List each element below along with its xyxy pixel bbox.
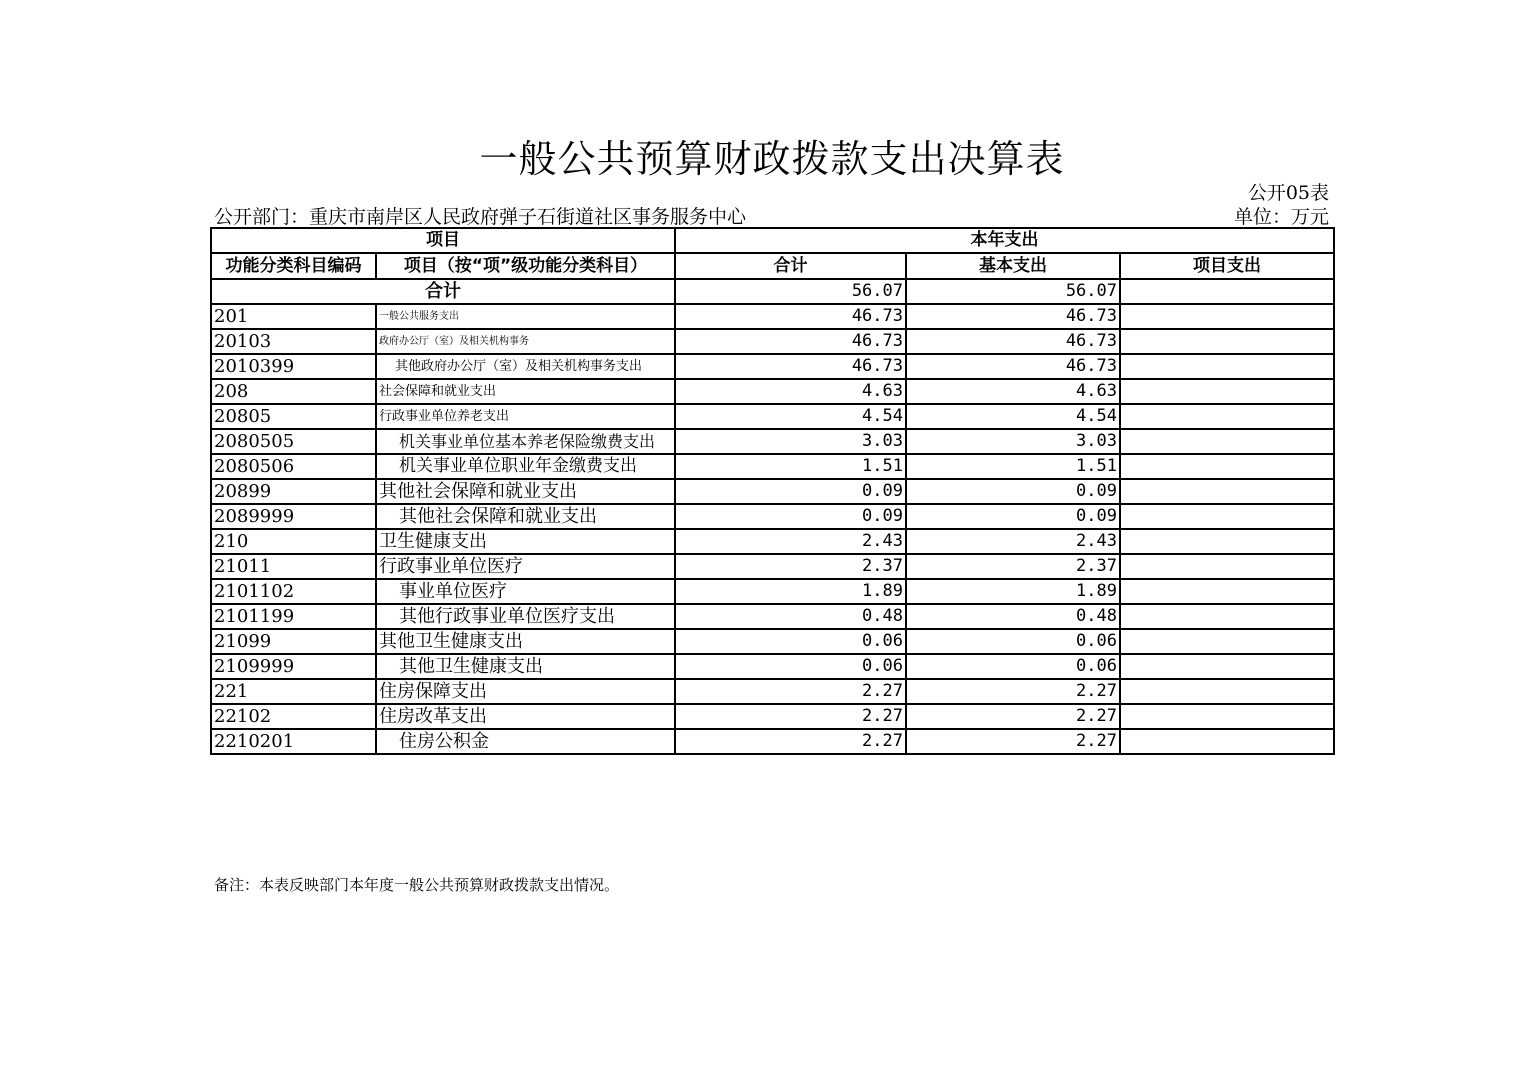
total-row: [211, 279, 1334, 304]
row-name: 机关事业单位职业年金缴费支出: [376, 454, 675, 479]
row-project: [1120, 654, 1334, 679]
row-project: [1120, 354, 1334, 379]
table-row: [211, 454, 1334, 479]
row-basic: 4.54: [906, 404, 1120, 429]
row-basic: 4.63: [906, 379, 1120, 404]
row-name: 一般公共服务支出: [376, 304, 675, 329]
total-label: 合计: [211, 279, 675, 304]
row-name: 事业单位医疗: [376, 579, 675, 604]
row-name: 其他卫生健康支出: [376, 654, 675, 679]
row-basic: 2.43: [906, 529, 1120, 554]
row-project: [1120, 629, 1334, 654]
row-code: 22102: [211, 704, 376, 729]
row-code: 20805: [211, 404, 376, 429]
row-total: 4.63: [675, 379, 906, 404]
row-code: 208: [211, 379, 376, 404]
row-code: 20103: [211, 329, 376, 354]
row-project: [1120, 704, 1334, 729]
row-total: 3.03: [675, 429, 906, 454]
table-row: [211, 629, 1334, 654]
total-amount: 56.07: [675, 279, 906, 304]
row-name: 机关事业单位基本养老保险缴费支出: [376, 429, 675, 454]
table-row: [211, 579, 1334, 604]
row-name: 住房公积金: [376, 729, 675, 754]
total-basic: 56.07: [906, 279, 1120, 304]
table-row: [211, 729, 1334, 754]
row-code: 2210201: [211, 729, 376, 754]
table-row: [211, 554, 1334, 579]
row-basic: 1.89: [906, 579, 1120, 604]
header-name: 项目（按“项”级功能分类科目）: [376, 253, 675, 279]
row-name: 行政事业单位医疗: [376, 554, 675, 579]
row-basic: 46.73: [906, 304, 1120, 329]
table-row: [211, 654, 1334, 679]
row-total: 2.37: [675, 554, 906, 579]
row-name: 住房改革支出: [376, 704, 675, 729]
row-project: [1120, 304, 1334, 329]
row-project: [1120, 529, 1334, 554]
row-name: 其他政府办公厅（室）及相关机构事务支出: [376, 354, 675, 379]
row-code: 2101102: [211, 579, 376, 604]
row-project: [1120, 579, 1334, 604]
table-row: [211, 404, 1334, 429]
row-project: [1120, 504, 1334, 529]
row-total: 2.27: [675, 679, 906, 704]
row-total: 0.06: [675, 629, 906, 654]
row-total: 2.27: [675, 729, 906, 754]
table-row: [211, 329, 1334, 354]
header-total: 合计: [675, 253, 906, 279]
row-project: [1120, 404, 1334, 429]
department-label: 公开部门：重庆市南岸区人民政府弹子石街道社区事务服务中心: [214, 206, 747, 228]
row-code: 221: [211, 679, 376, 704]
row-project: [1120, 454, 1334, 479]
row-total: 1.51: [675, 454, 906, 479]
row-code: 2010399: [211, 354, 376, 379]
row-project: [1120, 429, 1334, 454]
header-row-top: [211, 228, 1334, 253]
row-basic: 0.06: [906, 654, 1120, 679]
table-row: [211, 354, 1334, 379]
row-code: 21011: [211, 554, 376, 579]
row-code: 210: [211, 529, 376, 554]
row-basic: 0.09: [906, 479, 1120, 504]
total-project: [1120, 279, 1334, 304]
header-item: 项目: [211, 228, 675, 253]
row-name: 行政事业单位养老支出: [376, 404, 675, 429]
header-current-year: 本年支出: [675, 228, 1334, 253]
row-basic: 2.27: [906, 729, 1120, 754]
row-name: 社会保障和就业支出: [376, 379, 675, 404]
row-code: 201: [211, 304, 376, 329]
row-total: 0.48: [675, 604, 906, 629]
row-total: 2.43: [675, 529, 906, 554]
row-basic: 0.09: [906, 504, 1120, 529]
row-code: 21099: [211, 629, 376, 654]
row-basic: 46.73: [906, 354, 1120, 379]
row-basic: 2.37: [906, 554, 1120, 579]
header-project: 项目支出: [1120, 253, 1334, 279]
row-name: 其他卫生健康支出: [376, 629, 675, 654]
row-total: 4.54: [675, 404, 906, 429]
page-title: 一般公共预算财政拨款支出决算表: [479, 137, 1065, 181]
row-project: [1120, 329, 1334, 354]
row-name: 卫生健康支出: [376, 529, 675, 554]
row-name: 其他社会保障和就业支出: [376, 479, 675, 504]
table-row: [211, 604, 1334, 629]
row-basic: 46.73: [906, 329, 1120, 354]
row-code: 2080506: [211, 454, 376, 479]
row-name: 其他社会保障和就业支出: [376, 504, 675, 529]
table-row: [211, 479, 1334, 504]
table-row: [211, 504, 1334, 529]
row-code: 2101199: [211, 604, 376, 629]
row-project: [1120, 554, 1334, 579]
row-code: 2080505: [211, 429, 376, 454]
row-name: 其他行政事业单位医疗支出: [376, 604, 675, 629]
form-number: 公开05表: [1247, 182, 1329, 204]
row-total: 46.73: [675, 354, 906, 379]
row-total: 46.73: [675, 304, 906, 329]
table-row: [211, 379, 1334, 404]
row-total: 0.06: [675, 654, 906, 679]
row-name: 住房保障支出: [376, 679, 675, 704]
row-project: [1120, 729, 1334, 754]
row-total: 1.89: [675, 579, 906, 604]
row-code: 2109999: [211, 654, 376, 679]
table-row: [211, 529, 1334, 554]
header-row-detail: [211, 253, 1334, 279]
row-project: [1120, 604, 1334, 629]
row-basic: 1.51: [906, 454, 1120, 479]
row-basic: 2.27: [906, 679, 1120, 704]
row-code: 20899: [211, 479, 376, 504]
row-project: [1120, 479, 1334, 504]
table-row: [211, 304, 1334, 329]
table-row: [211, 704, 1334, 729]
row-total: 0.09: [675, 504, 906, 529]
row-basic: 2.27: [906, 704, 1120, 729]
row-total: 0.09: [675, 479, 906, 504]
table-row: [211, 679, 1334, 704]
unit-label: 单位：万元: [1233, 206, 1329, 228]
row-project: [1120, 379, 1334, 404]
row-project: [1120, 679, 1334, 704]
row-basic: 0.48: [906, 604, 1120, 629]
row-basic: 3.03: [906, 429, 1120, 454]
header-code: 功能分类科目编码: [211, 253, 376, 279]
footnote: 备注：本表反映部门本年度一般公共预算财政拨款支出情况。: [214, 876, 620, 894]
row-code: 2089999: [211, 504, 376, 529]
row-name: 政府办公厅（室）及相关机构事务: [376, 329, 675, 354]
expenditure-table: [210, 227, 1335, 755]
header-basic: 基本支出: [906, 253, 1120, 279]
row-total: 2.27: [675, 704, 906, 729]
row-basic: 0.06: [906, 629, 1120, 654]
table-row: [211, 429, 1334, 454]
row-total: 46.73: [675, 329, 906, 354]
